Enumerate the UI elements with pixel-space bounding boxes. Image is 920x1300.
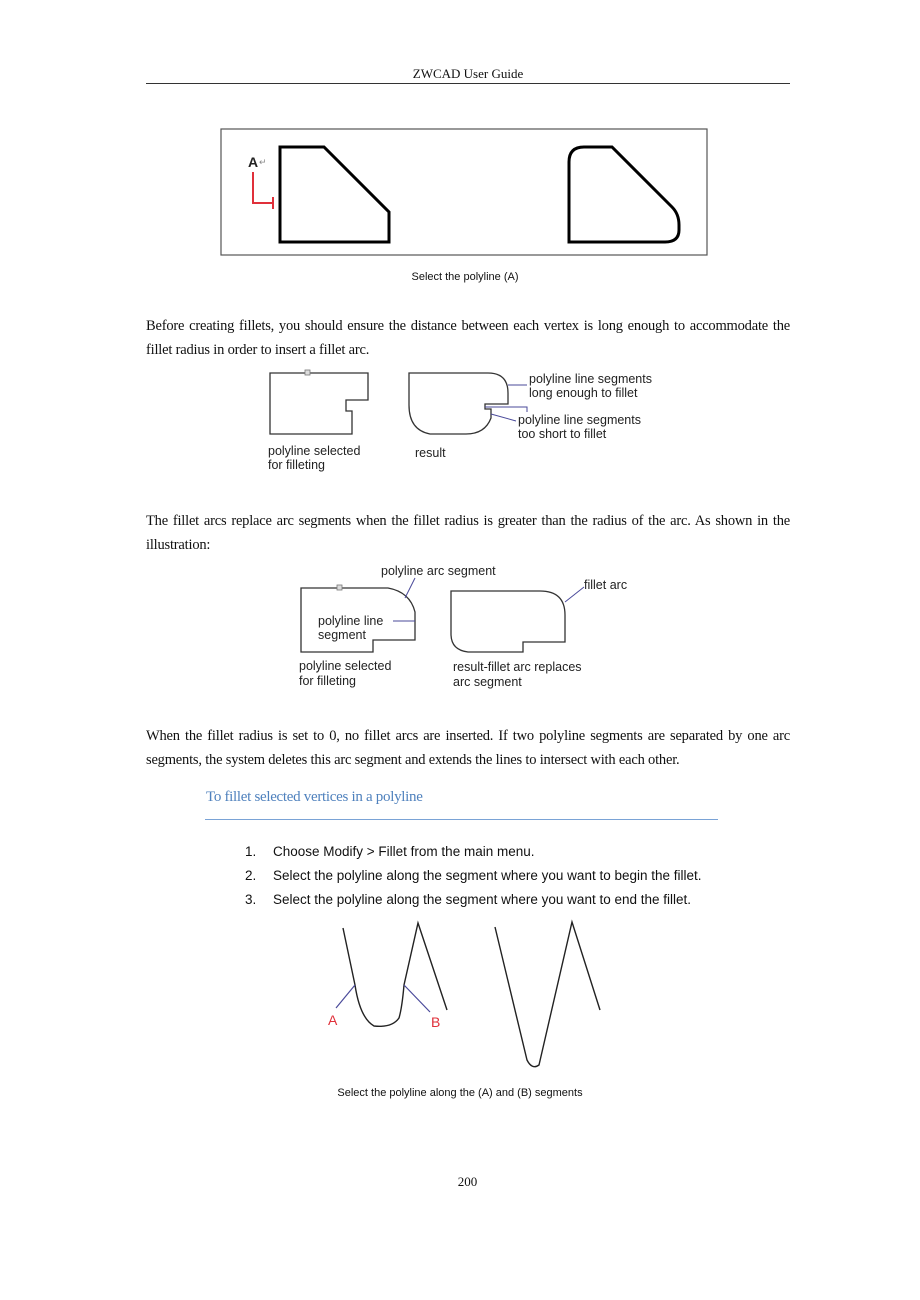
figure1-caption: Select the polyline (A) [411, 271, 519, 283]
selected-polyline [270, 373, 368, 434]
paragraph-2: The fillet arcs replace arc segments when the fillet radius is greater than the radius of the arc. As shown in the illustration: [146, 513, 790, 553]
step-number: 2. [245, 868, 257, 883]
selected-label-2: for filleting [299, 674, 356, 688]
paragraph-3: When the fillet radius is set to 0, no fillet arcs are inserted. If two polyline segments are separated by one arc segments, the system deletes this arc segment and extends the lines to intersect with each other. [146, 728, 790, 768]
page-number: 200 [457, 1174, 478, 1189]
result-label-1: result-fillet arc replaces [453, 660, 582, 674]
short-label-1: polyline line segments [518, 413, 641, 427]
polyline-after [495, 922, 600, 1067]
line-segment-label-2: segment [318, 628, 366, 642]
long-label-1: polyline line segments [529, 372, 652, 386]
short-label-2: too short to fillet [518, 427, 607, 441]
grip-icon [337, 585, 342, 590]
procedure-heading: To fillet selected vertices in a polyline [206, 789, 423, 805]
figure-select-segments [328, 922, 600, 1067]
arc-segment-label: polyline arc segment [381, 564, 496, 578]
result-label: result [415, 446, 446, 460]
page-header: ZWCAD User Guide [412, 66, 524, 81]
label-a: A [248, 154, 259, 170]
fillet-arc-leader [565, 587, 584, 602]
figure4-caption: Select the polyline along the (A) and (B) segments [337, 1087, 583, 1099]
leader-lines [393, 578, 415, 621]
procedure-steps [245, 840, 702, 912]
paragraph-1: Before creating fillets, you should ensure the distance between each vertex is long enough to accommodate the fillet radius in order to insert a fillet arc. [146, 318, 790, 358]
leader-lines [336, 985, 430, 1012]
step-item [245, 888, 702, 912]
figure-segment-length [268, 370, 652, 472]
result-polyline [451, 591, 565, 652]
figure-arc-replace [299, 564, 627, 689]
figure-select-polyline [221, 129, 707, 255]
enter-icon: ↵ [259, 157, 267, 167]
polyline-before [343, 923, 447, 1026]
long-label-2: long enough to fillet [529, 386, 638, 400]
result-polyline [409, 373, 508, 434]
step-text: Select the polyline along the segment where you want to end the fillet. [273, 892, 692, 907]
step-text: Select the polyline along the segment where you want to begin the fillet. [273, 868, 702, 883]
step-item [245, 864, 702, 888]
line-segment-label-1: polyline line [318, 614, 384, 628]
selected-label-1: polyline selected [299, 659, 392, 673]
fillet-arc-label: fillet arc [584, 578, 628, 592]
selected-label-2: for filleting [268, 458, 325, 472]
label-a: A [328, 1012, 338, 1028]
step-number: 3. [245, 892, 257, 907]
heading-divider [205, 819, 718, 820]
grip-icon [305, 370, 310, 375]
step-number: 1. [245, 844, 257, 859]
label-b: B [431, 1014, 441, 1030]
step-item [245, 840, 702, 864]
selected-label-1: polyline selected [268, 444, 361, 458]
step-text: Choose Modify > Fillet from the main menu. [273, 844, 535, 859]
result-label-2: arc segment [453, 675, 522, 689]
